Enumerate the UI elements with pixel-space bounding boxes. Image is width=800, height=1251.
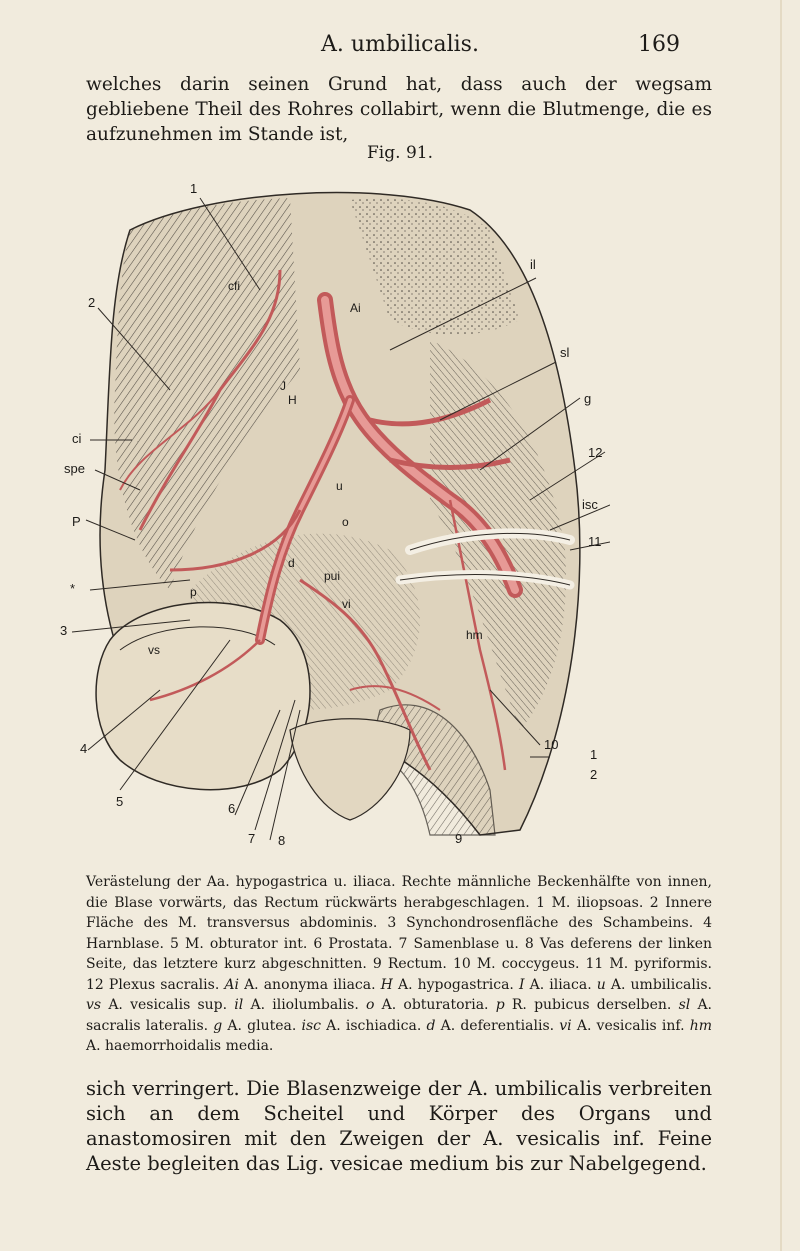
figure-label-asterisk: *: [70, 581, 76, 596]
legend-key: vs: [86, 997, 109, 1013]
legend-text: R. pubicus derselben.: [511, 997, 679, 1013]
legend-key: p: [495, 997, 512, 1013]
legend-text: A. deferentialis.: [440, 1017, 560, 1034]
prostate: [290, 719, 410, 820]
bottom-paragraph: sich verringert. Die Blasenzweige der A. umbilicalis verbreiten sich an dem Scheitel und Körper des Organs und anastomosiren mit den Zweigen der A. vesicalis inf. Feine Aeste begleiten das Lig. vesicae medium bis zur Nabelgegend.: [86, 1077, 712, 1175]
figure-label-hm: hm: [466, 628, 483, 642]
legend-key: Ai: [224, 976, 245, 993]
page-number: 169: [638, 32, 680, 57]
figure-label-sl: sl: [560, 345, 570, 360]
legend-text: A. iliolumbalis.: [250, 997, 366, 1013]
legend-text: A. sacralis lateralis.: [86, 997, 712, 1034]
anatomical-figure: [50, 170, 610, 855]
legend-key: o: [365, 997, 382, 1013]
running-head: [0, 32, 800, 62]
figure-label-vi: vi: [342, 597, 351, 611]
figure-label-cfi: cfi: [228, 279, 240, 293]
running-title: A. umbilicalis.: [321, 32, 479, 57]
legend-text: A. glutea.: [227, 1017, 302, 1034]
legend-key: isc: [301, 1017, 327, 1034]
figure-label-il: il: [530, 257, 536, 272]
legend-text: A. ischiadica.: [326, 1017, 427, 1034]
legend-key: sl: [678, 997, 698, 1013]
figure-label-isc: isc: [582, 497, 598, 512]
figure-label-1: 1: [190, 181, 198, 196]
caption-text: Verästelung der Aa. hypogastrica u. iliaca. Rechte männliche Beckenhälfte von innen, die Blase vorwärts, das Rectum rückwärts herabgeschlagen. 1 M. iliopsoas. 2 Innere Fläche des M. transversus abdominis. 3 Synchondrosenfläche des Schambeins. 4 Harnblase. 5 M. obturator int. 6 Prostata. 7 Samenblase u. 8 Vas deferens der linken Seite, das letztere kurz abgeschnitten. 9 Rectum. 10 M. coccygeus. 11 M. pyriformis. 12 Plexus sacralis.: [86, 874, 712, 993]
figure-label-g: g: [584, 391, 592, 406]
figure-label-5: 5: [116, 794, 124, 809]
figure-label-spe: spe: [64, 461, 85, 476]
figure-label-ai: Ai: [350, 301, 361, 315]
legend-text: A. umbilicalis.: [610, 976, 712, 993]
figure-label-o: o: [342, 515, 349, 529]
legend-key: I: [518, 976, 530, 993]
figure-label-fraction-top: 1: [590, 747, 598, 762]
legend-key: d: [426, 1017, 441, 1034]
page-edge-shadow: [780, 0, 782, 1251]
figure-label-u: u: [336, 479, 343, 493]
legend-key: hm: [689, 1017, 712, 1034]
legend-key: g: [213, 1017, 228, 1034]
figure-label-10: 10: [544, 737, 559, 752]
figure-label-h: H: [288, 393, 297, 407]
figure-label-vs: vs: [148, 643, 160, 657]
figure-label-j: J: [280, 379, 286, 393]
figure-label-pui: pui: [324, 569, 341, 583]
figure-label-3: 3: [60, 623, 68, 638]
legend-key: vi: [559, 1017, 577, 1034]
bladder: [96, 603, 310, 790]
legend-text: A. hypogastrica.: [397, 976, 519, 993]
figure-label-p: P: [72, 514, 81, 529]
figure-label-d: d: [288, 556, 295, 570]
figure-label-p-inner: p: [190, 585, 197, 599]
figure-label-7: 7: [248, 831, 256, 846]
figure-label-6: 6: [228, 801, 236, 816]
pelvis-illustration: [50, 170, 610, 855]
legend-text: A. vesicalis inf.: [576, 1017, 690, 1034]
legend-key: il: [234, 997, 251, 1013]
legend-key: H: [380, 976, 398, 993]
figure-label-11: 11: [588, 534, 602, 549]
figure-label-9: 9: [455, 831, 463, 846]
figure-label-8: 8: [278, 833, 286, 848]
top-paragraph: welches darin seinen Grund hat, dass auch der wegsam gebliebene Theil des Rohres collabirt, wenn die Blutmenge, die es aufzunehmen im Stande ist,: [86, 74, 712, 145]
legend-text: A. obturatoria.: [381, 997, 496, 1013]
legend-text: A. haemorrhoidalis media.: [86, 1038, 274, 1054]
legend-text: A. anonyma iliaca.: [244, 976, 381, 993]
figure-label-4: 4: [80, 741, 88, 756]
figure-caption: [86, 872, 712, 1057]
figure-label: Fig. 91.: [367, 143, 433, 163]
figure-label-2: 2: [88, 295, 96, 310]
legend-text: A. iliaca.: [529, 976, 597, 993]
figure-label-fraction-bottom: 2: [590, 767, 598, 782]
legend-key: u: [596, 976, 611, 993]
figure-label-ci: ci: [72, 431, 82, 446]
legend-text: A. vesicalis sup.: [108, 997, 235, 1013]
figure-label-12: 12: [588, 445, 603, 460]
